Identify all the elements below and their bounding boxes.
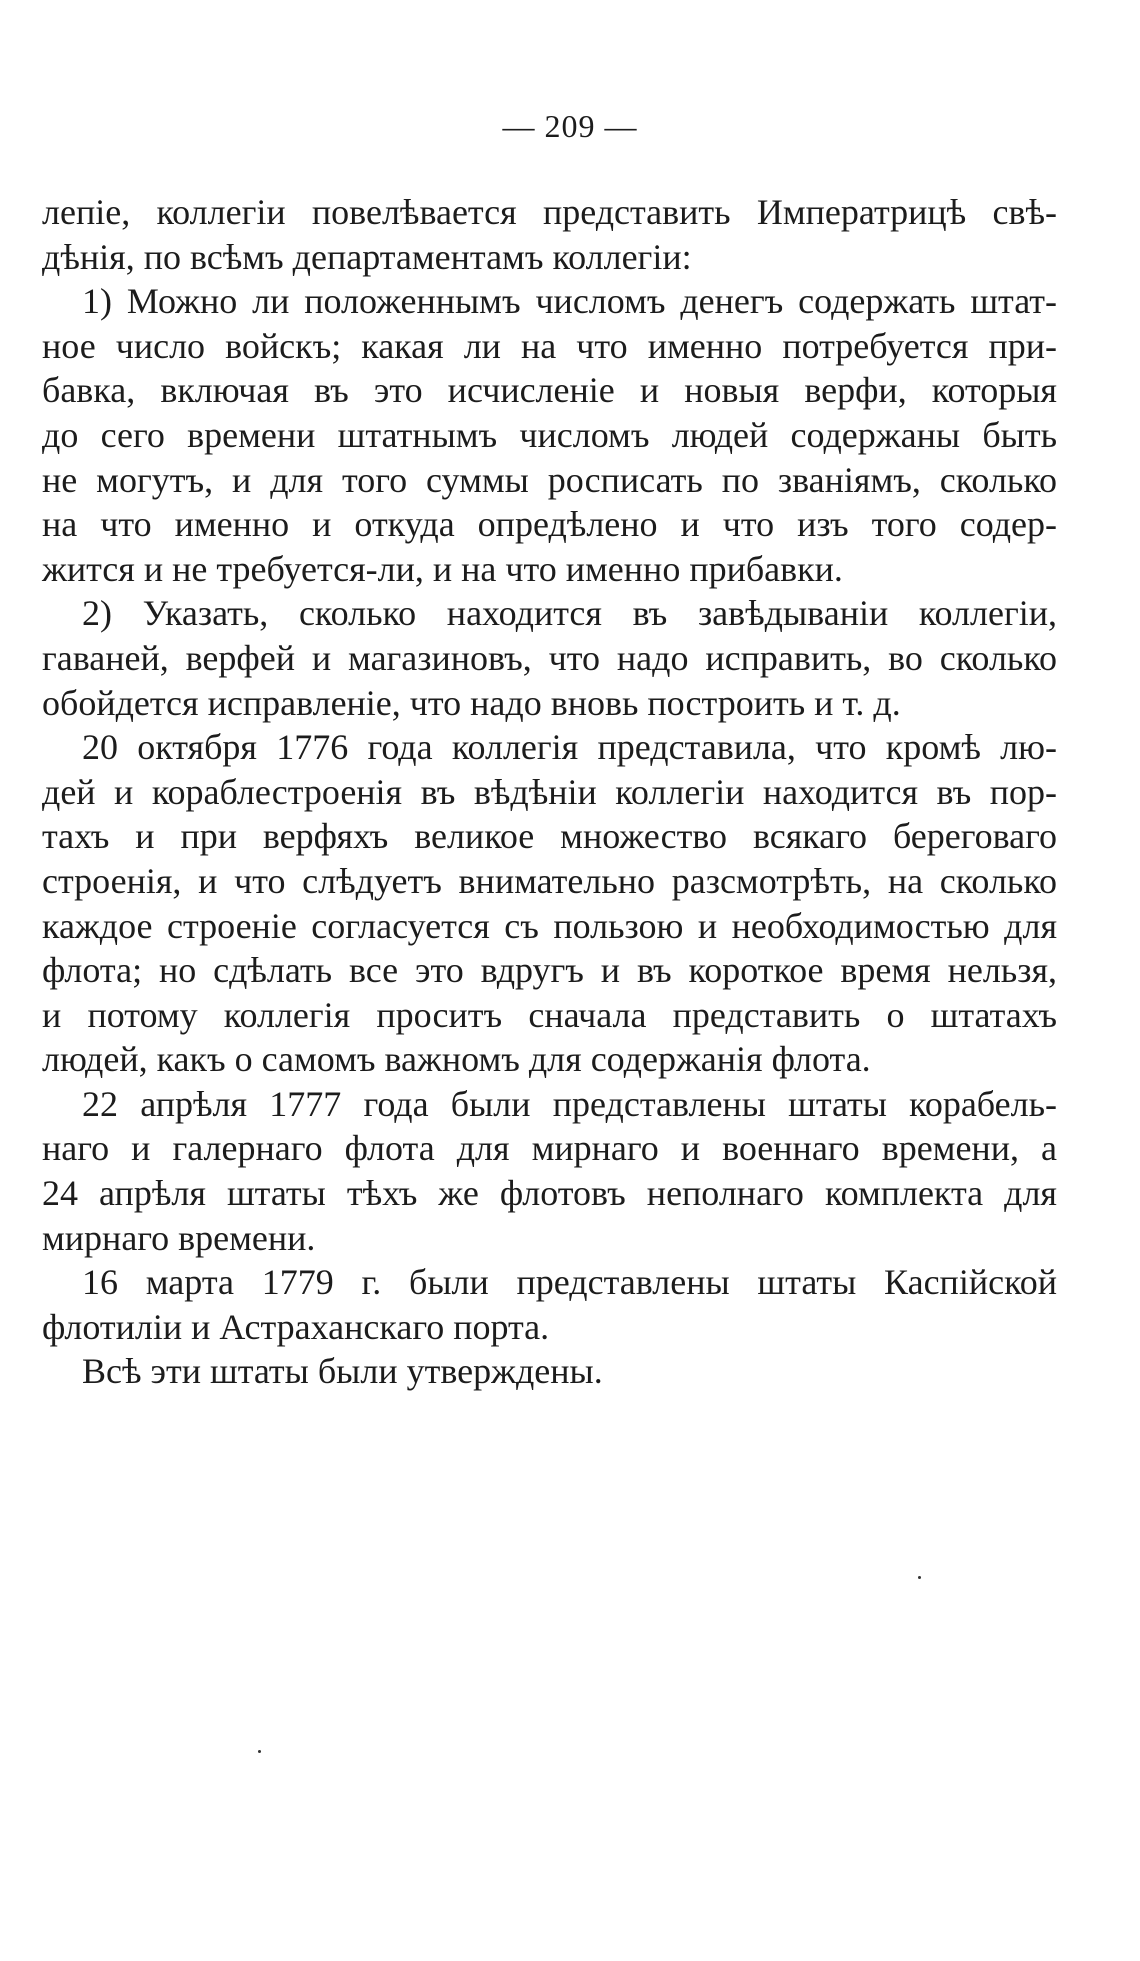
text-line: лепіе, коллегіи повелѣвается представить Императрицѣ свѣ- — [42, 192, 1057, 232]
paragraph — [42, 1349, 1057, 1394]
paragraph — [42, 591, 1057, 725]
text-line: людей, какъ о самомъ важномъ для содержанія флота. — [42, 1039, 871, 1080]
text-line: на что именно и откуда опредѣлено и что изъ того содер- — [42, 504, 1057, 545]
text-line: наго и галернаго флота для мирнаго и военнаго времени, а — [42, 1128, 1057, 1169]
text-line: 2) Указать, сколько находится въ завѣдываніи коллегіи, — [82, 593, 1057, 634]
text-line: 1) Можно ли положеннымъ числомъ денегъ содержать штат- — [82, 281, 1057, 322]
paragraph — [42, 190, 1057, 279]
text-line: гаваней, верфей и магазиновъ, что надо исправить, во сколько — [42, 637, 1057, 678]
text-line: Всѣ эти штаты были утверждены. — [82, 1351, 603, 1392]
text-line: до сего времени штатнымъ числомъ людей содержаны быть — [42, 414, 1057, 455]
scan-speck — [258, 1750, 261, 1753]
text-line: 24 апрѣля штаты тѣхъ же флотовъ неполнаго комплекта для — [42, 1173, 1057, 1214]
text-line: дей и кораблестроенія въ вѣдѣніи коллегіи находится въ пор- — [42, 771, 1057, 812]
text-line: флотиліи и Астраханскаго порта. — [42, 1306, 550, 1347]
text-line: 20 октября 1776 года коллегія представила, что кромѣ лю- — [82, 727, 1057, 768]
text-line: бавка, включая въ это исчисленіе и новыя верфи, которыя — [42, 370, 1057, 411]
text-line: каждое строеніе согласуется съ пользою и необходимостью для — [42, 905, 1057, 946]
paragraph — [42, 1260, 1057, 1349]
scan-speck — [918, 1576, 921, 1579]
paragraph — [42, 1082, 1057, 1260]
text-line: флота; но сдѣлать все это вдругъ и въ короткое время нельзя, — [42, 950, 1057, 991]
text-line: дѣнія, по всѣмъ департаментамъ коллегіи: — [42, 236, 692, 277]
text-line: не могутъ, и для того суммы росписать по званіямъ, сколько — [42, 459, 1057, 500]
page-number: — 209 — — [502, 108, 638, 144]
text-line: обойдется исправленіе, что надо вновь построить и т. д. — [42, 682, 901, 723]
text-line: мирнаго времени. — [42, 1217, 316, 1258]
text-line: 16 марта 1779 г. были представлены штаты Каспійской — [82, 1262, 1057, 1303]
text-line: строенія, и что слѣдуетъ внимательно разсмотрѣть, на сколько — [42, 860, 1057, 901]
text-line: ное число войскъ; какая ли на что именно потребуется при- — [42, 325, 1057, 366]
text-line: и потому коллегія проситъ сначала представить о штатахъ — [42, 994, 1057, 1035]
paragraph — [42, 725, 1057, 1082]
paragraph — [42, 279, 1057, 591]
text-line: жится и не требуется-ли, и на что именно прибавки. — [42, 548, 843, 589]
text-line: 22 апрѣля 1777 года были представлены штаты корабель- — [82, 1083, 1057, 1124]
page-body — [42, 190, 1057, 1394]
text-line: тахъ и при верфяхъ великое множество всякаго береговаго — [42, 816, 1057, 857]
